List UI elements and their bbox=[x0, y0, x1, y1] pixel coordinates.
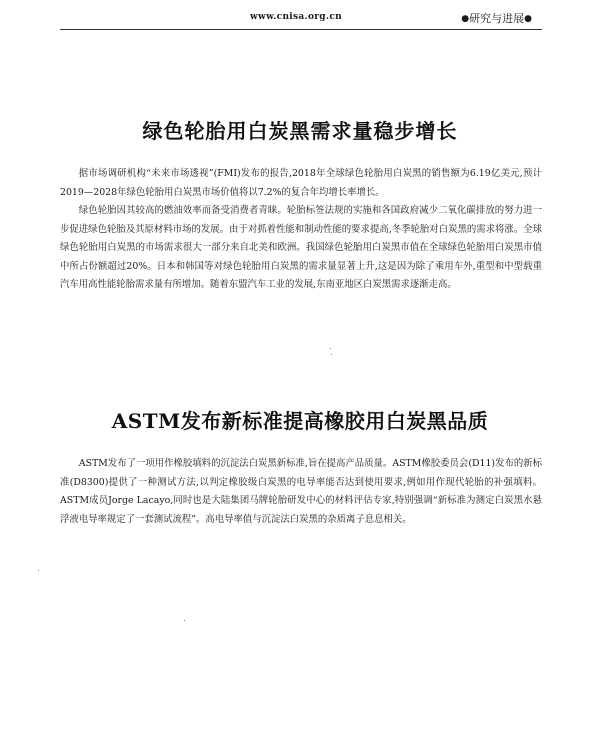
journal-url: www.cnisa.org.cn bbox=[250, 12, 342, 22]
section-label bbox=[461, 10, 532, 26]
article-title: ASTM发布新标准提高橡胶用白炭黑品质 bbox=[111, 409, 489, 433]
article-paragraph: 据市场调研机构“未来市场透视”(FMI)发布的报告,2018年全球绿色轮胎用白炭黑的销售额为6.19亿美元,预计2019—2028年绿色轮胎用白炭黑市场价值将以7.2%的复合年均增长率增长。 bbox=[60, 168, 542, 198]
article-body bbox=[60, 165, 542, 295]
scan-speck bbox=[38, 570, 39, 571]
article-title: 绿色轮胎用白炭黑需求量稳步增长 bbox=[142, 119, 458, 143]
scan-speck bbox=[331, 354, 332, 355]
article-paragraph: 绿色轮胎因其较高的燃油效率而备受消费者青睐。轮胎标签法规的实施和各国政府减少二氧化碳排放的努力进一步促进绿色轮胎及其原材料市场的发展。由于对抓着性能和制动性能的要求提高,冬季轮胎对白炭黑的需求将涨。全球绿色轮胎用白炭黑的市场需求很大一部分来自北美和欧洲。我国绿色轮胎用白炭黑市值在全球绿色轮胎用白炭黑市值中所占份额超过20%。日本和韩国等对绿色轮胎用白炭黑的需求量显著上升,这是因为除了乘用车外,重型和中型载重汽车用高性能轮胎需求量有所增加。随着东盟汽车工业的发展,东南亚地区白炭黑需求逐渐走高。 bbox=[60, 205, 542, 290]
scan-speck bbox=[184, 620, 185, 621]
bullet-icon: ● bbox=[461, 14, 470, 24]
header-divider bbox=[60, 29, 542, 30]
section-name: 研究与进展 bbox=[469, 12, 525, 25]
article-paragraph: ASTM发布了一项用作橡胶填料的沉淀法白炭黑新标准,旨在提高产品质量。ASTM橡胶委员会(D11)发布的新标准(D8300)提供了一种测试方法,以判定橡胶级白炭黑的电导率能否达到使用要求,例如用作现代轮胎的补强填料。ASTM成员Jorge Lacayo,同时也是大陆集团马牌轮胎研发中心的材料评估专家,特别强调“新标准为测定白炭黑水悬浮液电导率规定了一套测试流程”。高电导率值与沉淀法白炭黑的杂质离子息息相关。 bbox=[60, 458, 542, 525]
bullet-icon: ● bbox=[524, 14, 532, 24]
article-body bbox=[60, 455, 542, 529]
scan-speck bbox=[330, 348, 331, 349]
page-header bbox=[0, 8, 600, 30]
